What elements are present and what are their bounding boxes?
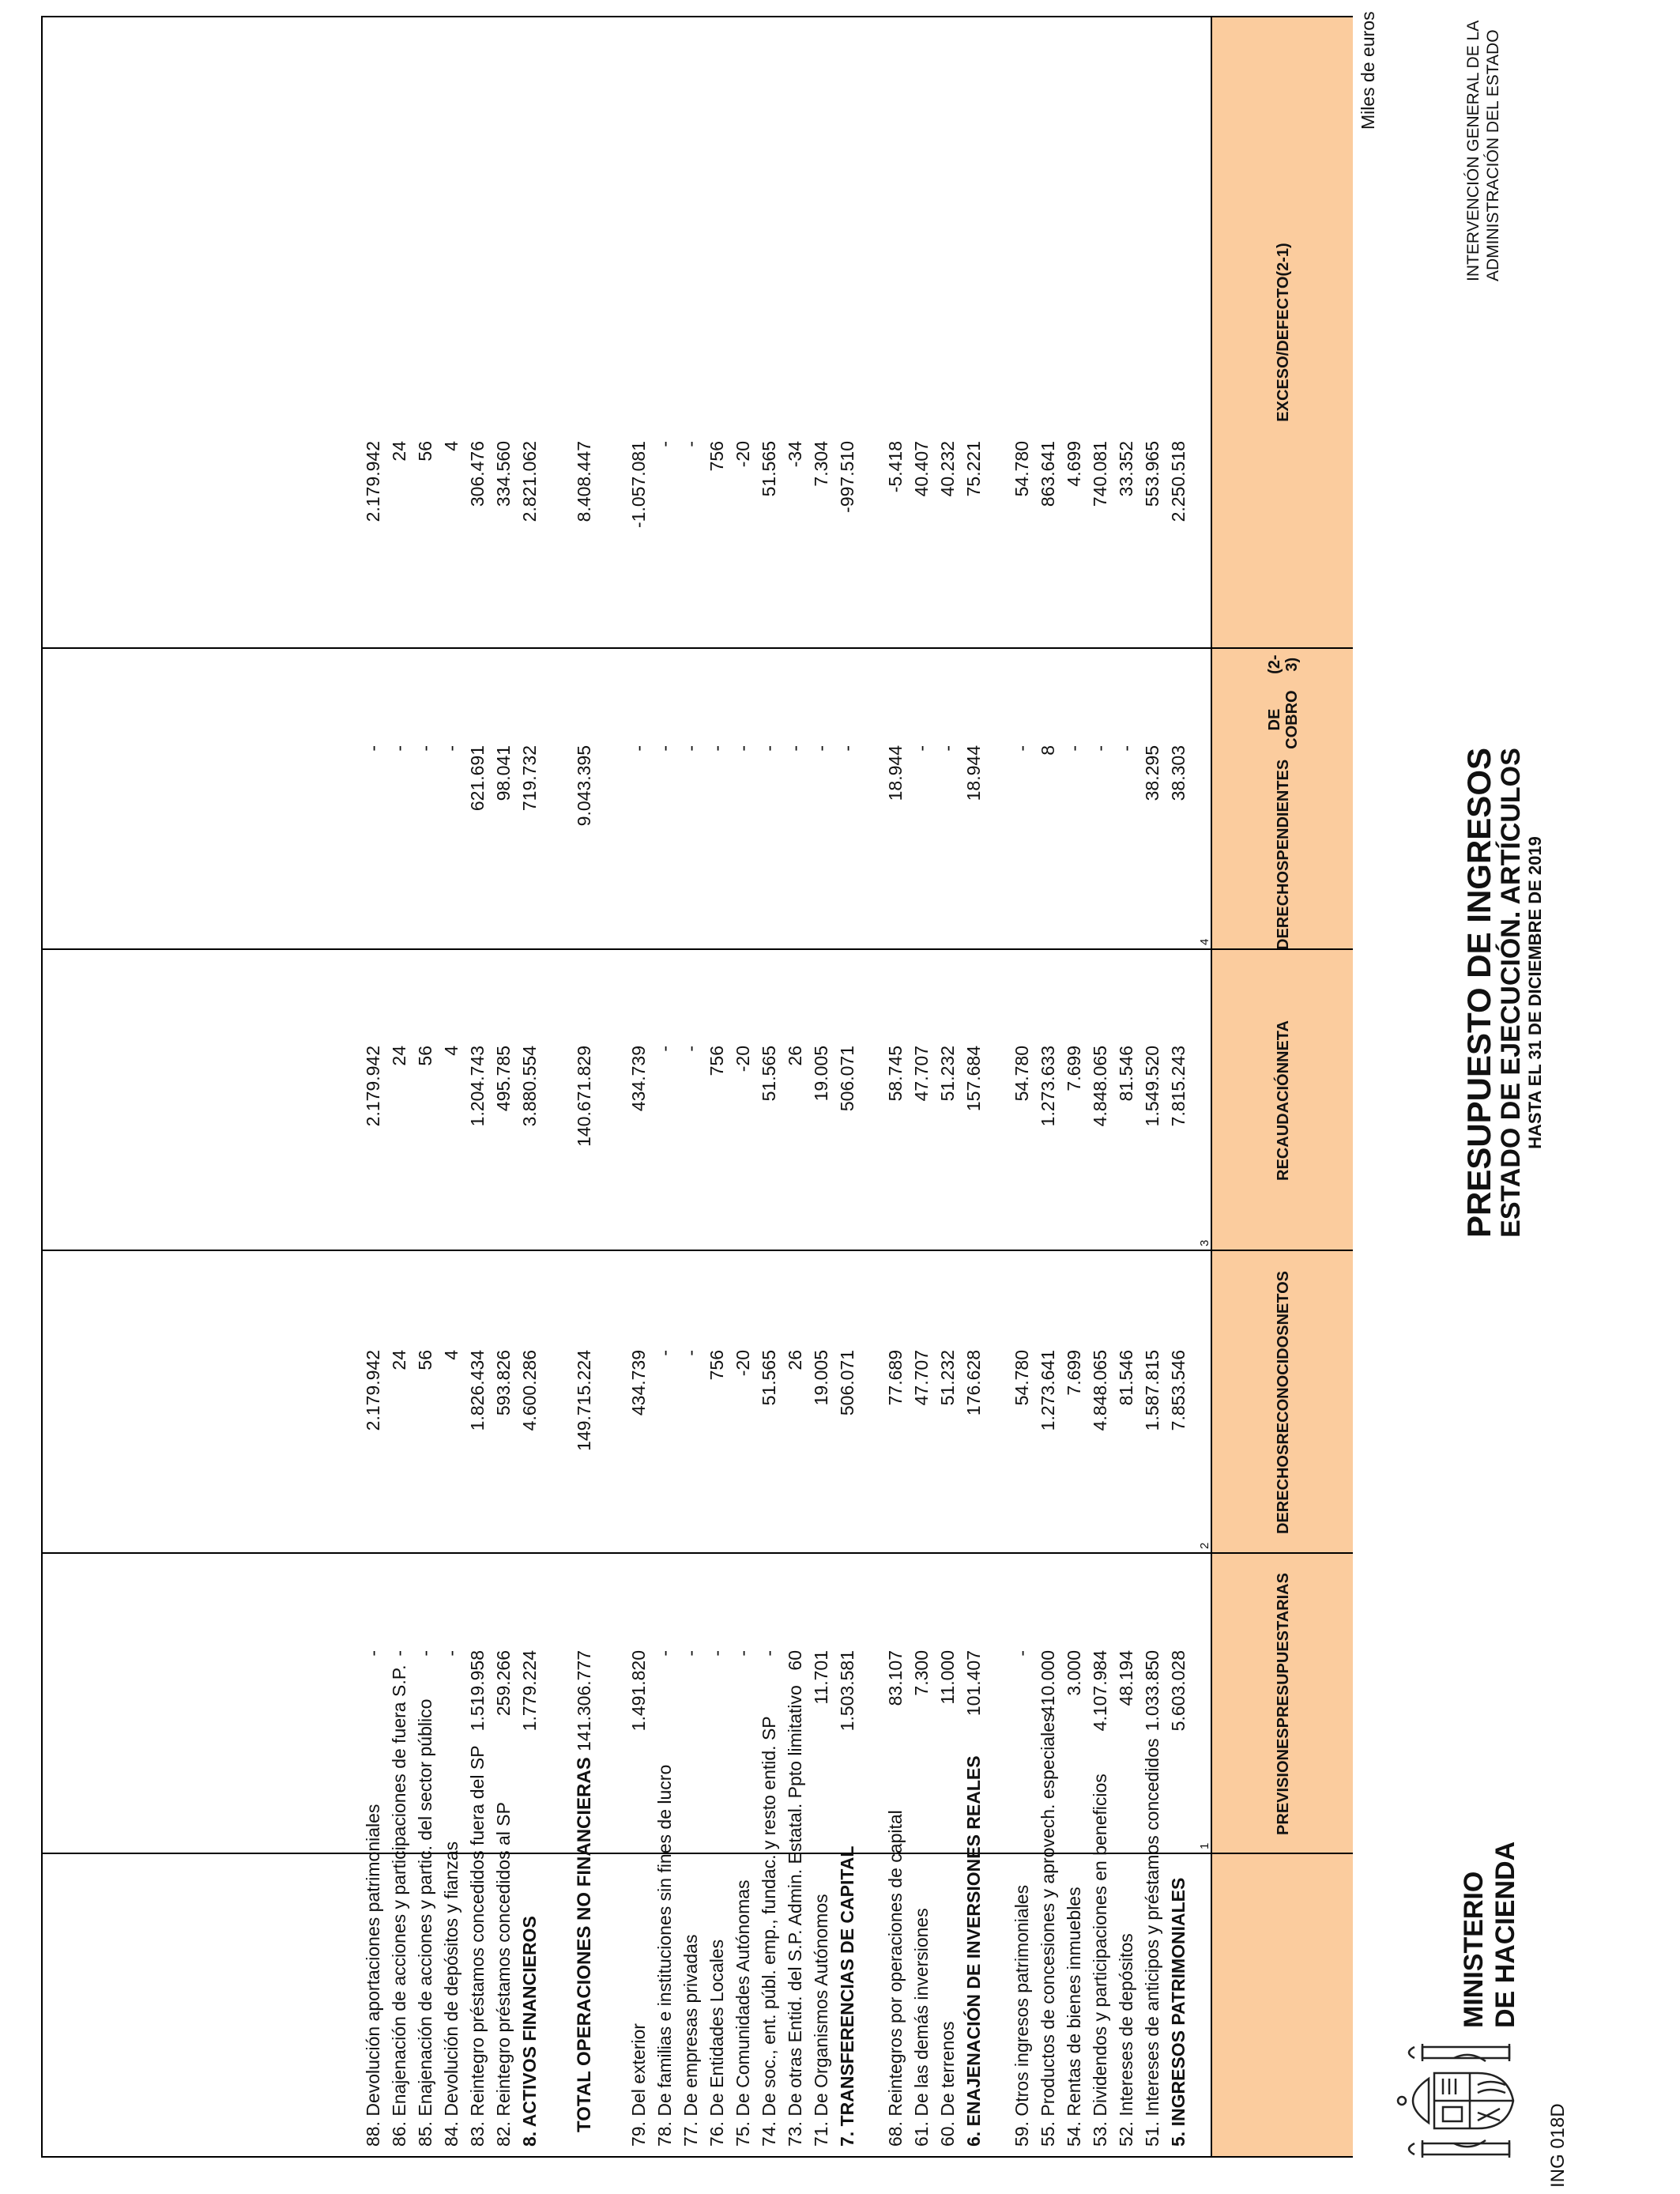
column-header-line: (2-3) [1266,654,1301,674]
cell-value: 410.000 [1038,1650,1058,1717]
cell-value: 8.408.447 [574,441,594,522]
report-title: PRESUPUESTO DE INGRESOS [1460,747,1497,1238]
cell-value: 51.565 [759,1046,779,1102]
row-label: 76. De Entidades Locales [706,1939,727,2147]
cell-value: 1.587.815 [1142,1350,1162,1431]
cell-value: - [837,745,857,752]
agency-line-2: ADMINISTRACIÓN DEL ESTADO [1484,29,1502,281]
table-row-group [1165,17,1191,2156]
column-header-line: EXCESO/DEFECTO [1275,276,1292,422]
row-label: 6. ENAJENACIÓN DE INVERSIONES REALES [963,1755,984,2147]
column-header-line: PRESUPUESTARIAS [1275,1573,1292,1728]
cell-value: 2.250.518 [1168,441,1188,522]
table-row [490,17,516,2156]
cell-value: 3.000 [1064,1650,1084,1696]
row-label: 60. De terrenos [937,2021,958,2147]
cell-value: 18.944 [885,745,906,801]
cell-value: - [415,745,435,752]
table-row [464,17,490,2156]
ministry-name [1458,1842,1521,2028]
cell-value: 157.684 [963,1046,984,1112]
cell-value: - [628,745,649,752]
row-label: 7. TRANSFERENCIAS DE CAPITAL [837,1845,857,2147]
column-number: 1 [1198,1842,1211,1849]
row-label: 88. Devolución aportaciones patrimoniales [363,1804,383,2147]
cell-value: 4 [441,441,461,451]
column-number: 2 [1198,1542,1211,1549]
cell-value: 9.043.395 [574,745,594,827]
table-row [703,17,729,2156]
cell-value: 3.880.554 [519,1046,540,1127]
cell-value: 149.715.224 [574,1350,594,1451]
table-row [677,17,703,2156]
cell-value: - [680,441,701,447]
column-header [1220,1251,1347,1554]
cell-value: - [1011,745,1032,752]
form-code: ING 018D [1547,2103,1569,2188]
cell-value: 1.273.633 [1038,1046,1058,1127]
cell-value: 140.671.829 [574,1046,594,1147]
table-row [782,17,808,2156]
cell-value: 506.071 [837,1350,857,1416]
cell-value: - [363,745,383,752]
cell-value: 863.641 [1038,441,1058,507]
cell-value: - [363,1650,383,1657]
row-label: 79. Del exterior [628,2023,649,2147]
column-number: 3 [1198,1239,1211,1246]
cell-value: 306.476 [467,441,488,507]
cell-value: 26 [785,1046,805,1066]
cell-value: 40.407 [911,441,932,497]
table-row [1034,17,1060,2156]
cell-value: 7.699 [1064,1350,1084,1396]
cell-value: 4 [441,1350,461,1360]
cell-value: 176.628 [963,1350,984,1416]
cell-value: 48.194 [1116,1650,1136,1706]
row-label: 71. De Organismos Autónomos [811,1894,831,2147]
cell-value: 5.603.028 [1168,1650,1188,1732]
cell-value: 7.304 [811,441,831,487]
table-row [625,17,651,2156]
cell-value: 4.848.065 [1090,1046,1110,1127]
cell-value: 77.689 [885,1350,906,1406]
cell-value: 2.179.942 [363,1046,383,1127]
cell-value: 2.179.942 [363,441,383,522]
column-header-line: RECONOCIDOS [1275,1325,1292,1445]
column-number: 4 [1198,938,1211,945]
cell-value: 1.503.581 [837,1650,857,1732]
row-label: 8. ACTIVOS FINANCIEROS [519,1916,540,2147]
cell-value: 24 [389,441,409,462]
cell-value: - [654,1046,675,1052]
row-label: 52. Intereses de depósitos [1116,1933,1136,2147]
cell-value: 506.071 [837,1046,857,1112]
cell-value: 756 [706,1046,727,1076]
table-row-group [960,17,986,2156]
column-header-line: PREVISIONES [1275,1728,1292,1835]
cell-value: 1.826.434 [467,1350,488,1431]
budget-execution-table [41,16,1353,2158]
cell-value: 81.546 [1116,1350,1136,1406]
cell-value: 1.033.850 [1142,1650,1162,1732]
cell-value: 75.221 [963,441,984,497]
row-label: 51. Intereses de anticipos y préstamos concedidos [1142,1738,1162,2147]
row-label: 54. Rentas de bienes inmuebles [1064,1887,1084,2147]
cell-value: 7.300 [911,1650,932,1696]
cell-value: 56 [415,441,435,462]
table-row [651,17,677,2156]
agency-name [1463,21,1503,281]
cell-value: 2.179.942 [363,1350,383,1431]
table-row [882,17,908,2156]
cell-value: - [441,1650,461,1657]
ministry-line-2: DE HACIENDA [1490,1841,1520,2028]
row-label: 77. De empresas privadas [680,1934,701,2147]
table-row [386,17,412,2156]
row-label: 59. Otros ingresos patrimoniales [1011,1884,1032,2147]
cell-value: 1.779.224 [519,1650,540,1732]
units-note: Miles de euros [1358,11,1378,130]
cell-value: 141.306.777 [574,1650,594,1751]
table-row [908,17,934,2156]
cell-value: 1.204.743 [467,1046,488,1127]
cell-value: 51.232 [937,1046,958,1102]
column-header-line: DE COBRO [1266,690,1301,749]
cell-value: - [937,745,958,752]
cell-value: - [389,1650,409,1657]
cell-value: 51.565 [759,1350,779,1406]
report-subtitle: ESTADO DE EJECUCIÓN. ARTÍCULOS [1496,748,1526,1238]
row-label: 53. Dividendos y participaciones en beneficios [1090,1774,1110,2147]
cell-value: 54.780 [1011,1046,1032,1102]
cell-value: 19.005 [811,1350,831,1406]
cell-value: 38.295 [1142,745,1162,801]
cell-value: 593.826 [493,1350,514,1416]
cell-value: 7.815.243 [1168,1046,1188,1127]
column-header-line: DERECHOS [1275,860,1292,950]
column-header [1220,649,1347,950]
cell-value: 98.041 [493,745,514,801]
cell-value: 621.691 [467,745,488,812]
cell-value: 553.965 [1142,441,1162,507]
row-label: 73. De otras Entid. del S.P. Admin. Estatal. Ppto limitativo [785,1685,805,2147]
column-header-line: DERECHOS [1275,1444,1292,1535]
cell-value: - [759,1650,779,1657]
agency-line-1: INTERVENCIÓN GENERAL DE LA [1464,20,1482,281]
cell-value: 434.739 [628,1350,649,1416]
column-header-line: (2-1) [1275,243,1292,277]
cell-value: 2.821.062 [519,441,540,522]
row-label: TOTAL OPERACIONES NO FINANCIERAS [574,1757,595,2132]
cell-value: - [654,745,675,752]
cell-value: -1.057.081 [628,441,649,528]
cell-value: 51.565 [759,441,779,497]
cell-value: - [1011,1650,1032,1657]
cell-value: -20 [733,1046,753,1072]
table-row [934,17,960,2156]
cell-value: - [680,1350,701,1356]
column-header [1220,1554,1347,1854]
report-heading [1462,598,1546,1388]
row-label: 68. Reintegros por operaciones de capital [885,1810,906,2147]
cell-value: 11.701 [811,1650,831,1705]
cell-value: - [680,1650,701,1657]
cell-value: 18.944 [963,745,984,801]
cell-value: - [654,1650,675,1657]
table-row [438,17,464,2156]
row-label: 75. De Comunidades Autónomas [733,1879,753,2147]
cell-value: 756 [706,441,727,472]
cell-value: 81.546 [1116,1046,1136,1102]
column-header-line: NETOS [1275,1270,1292,1325]
table-row [412,17,438,2156]
cell-value: - [680,745,701,752]
cell-value: 495.785 [493,1046,514,1112]
cell-value: -20 [733,1350,753,1377]
row-label: 61. De las demás inversiones [911,1908,932,2147]
table-row [1087,17,1113,2156]
cell-value: - [1090,745,1110,752]
cell-value: 40.232 [937,441,958,497]
cell-value: 8 [1038,745,1058,756]
table-row-group [516,17,542,2156]
row-label: 85. Enajenación de acciones y partic. del sector público [415,1698,435,2147]
cell-value: -5.418 [885,441,906,493]
cell-value: - [706,1650,727,1657]
cell-value: 4.107.984 [1090,1650,1110,1732]
table-row [360,17,386,2156]
table-row [808,17,834,2156]
cell-value: -34 [785,441,805,468]
cell-value: - [1064,745,1084,752]
cell-value: 334.560 [493,441,514,507]
cell-value: - [654,441,675,447]
column-header-line: RECAUDACIÓN [1275,1061,1292,1181]
row-label: 86. Enajenación de acciones y participaciones de fuera S.P. [389,1664,409,2147]
row-label: 82. Reintegro préstamos concedidos al SP [493,1802,514,2147]
report-date: HASTA EL 31 DE DICIEMBRE DE 2019 [1525,836,1545,1149]
cell-value: - [785,745,805,752]
row-label: 78. De familias e instituciones sin fines de lucro [654,1764,675,2147]
cell-value: 56 [415,1046,435,1066]
cell-value: - [654,1350,675,1356]
column-header-line: PENDIENTES [1275,759,1292,861]
table-row [1113,17,1139,2156]
cell-value: -20 [733,441,753,468]
cell-value: 719.732 [519,745,540,812]
table-row [729,17,755,2156]
table-row [755,17,782,2156]
row-label: 84. Devolución de depósitos y fianzas [441,1841,461,2147]
cell-value: 756 [706,1350,727,1381]
ministry-line-1: MINISTERIO [1459,1871,1489,2028]
cell-value: 4.600.286 [519,1350,540,1431]
cell-value: 54.780 [1011,1350,1032,1406]
cell-value: 1.491.820 [628,1650,649,1732]
cell-value: - [733,1650,753,1657]
cell-value: - [680,1046,701,1052]
cell-value: 38.303 [1168,745,1188,801]
cell-value: 7.853.546 [1168,1350,1188,1431]
cell-value: 24 [389,1046,409,1066]
column-header-line: NETA [1275,1020,1292,1062]
cell-value: 4 [441,1046,461,1056]
cell-value: 101.407 [963,1650,984,1717]
cell-value: 83.107 [885,1650,906,1706]
cell-value: 47.707 [911,1046,932,1102]
cell-value: 51.232 [937,1350,958,1406]
cell-value: -997.510 [837,441,857,513]
cell-value: 58.745 [885,1046,906,1102]
row-label: 83. Reintegro préstamos concedidos fuera del SP [467,1745,488,2147]
cell-value: - [1116,745,1136,752]
table-row-total [571,17,597,2156]
cell-value: 4.848.065 [1090,1350,1110,1431]
row-label: 5. INGRESOS PATRIMONIALES [1168,1877,1188,2147]
cell-value: - [911,745,932,752]
row-label: 74. De soc., ent. públ. emp., fundac. y resto entid. SP [759,1716,779,2147]
cell-value: 56 [415,1350,435,1370]
table-row [1139,17,1165,2156]
cell-value: - [415,1650,435,1657]
cell-value: 11.000 [937,1650,958,1705]
cell-value: 33.352 [1116,441,1136,497]
cell-value: 54.780 [1011,441,1032,497]
cell-value: - [759,745,779,752]
cell-value: 259.266 [493,1650,514,1717]
cell-value: 60 [785,1650,805,1671]
column-header [1220,950,1347,1251]
table-row-group [834,17,860,2156]
cell-value: 1.549.520 [1142,1046,1162,1127]
column-header [1220,16,1347,649]
cell-value: 740.081 [1090,441,1110,507]
cell-value: - [441,745,461,752]
cell-value: - [706,745,727,752]
table-row [1060,17,1087,2156]
cell-value: 24 [389,1350,409,1370]
cell-value: - [389,745,409,752]
cell-value: 1.519.958 [467,1650,488,1732]
cell-value: 434.739 [628,1046,649,1112]
cell-value: 7.699 [1064,1046,1084,1091]
cell-value: - [733,745,753,752]
table-row [1008,17,1034,2156]
coat-of-arms-icon [1391,2038,1525,2164]
cell-value: 26 [785,1350,805,1370]
cell-value: 1.273.641 [1038,1350,1058,1431]
row-label: 55. Productos de concesiones y aprovech. especiales [1038,1713,1058,2147]
cell-value: 19.005 [811,1046,831,1102]
cell-value: - [811,745,831,752]
cell-value: 47.707 [911,1350,932,1406]
cell-value: 4.699 [1064,441,1084,487]
